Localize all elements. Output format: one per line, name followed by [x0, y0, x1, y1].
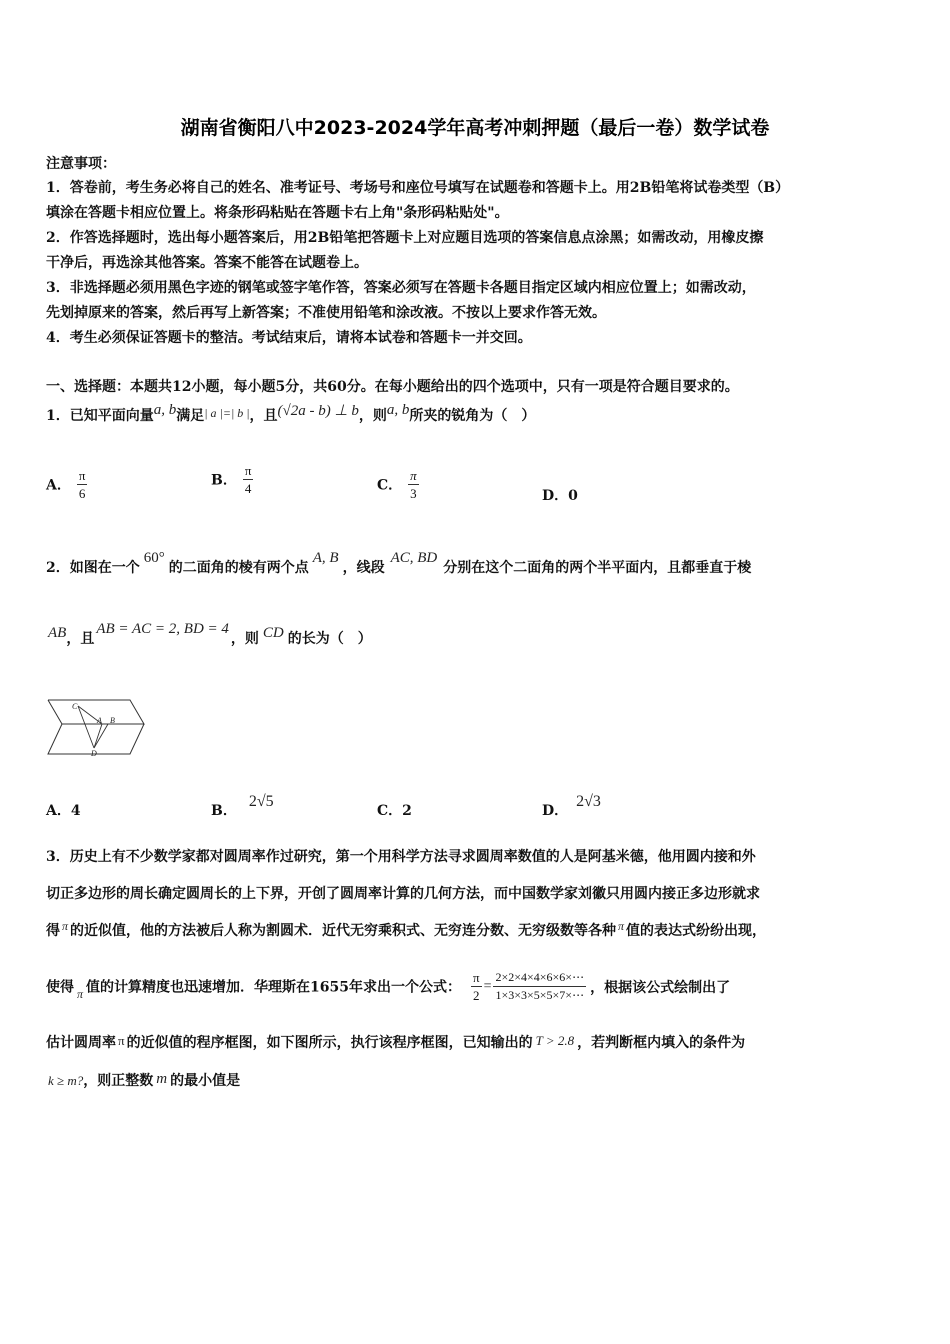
section-heading: 一、选择题：本题共12小题，每小题5分，共60分。在每小题给出的四个选项中，只有一项是符合题目要求的。 — [46, 379, 739, 395]
math-answer: 2√3 — [576, 793, 601, 810]
math-lengths: AB = AC = 2, BD = 4 — [96, 621, 229, 637]
fraction-wallis: $\frac{2\times 2\times 4\times 4\times 6\times 6\times\cdots}{1\times 3\times 3\times 5\times 5\times 7\times\cdots}$ — [495, 970, 585, 1002]
label-c: C — [72, 702, 78, 711]
question-3-line: 得 π 的近似值，他的方法被后人称为割圆术．近代无穷乘积式、无穷连分数、无穷级数等各种 π 值的表达式纷纷出现， — [46, 919, 767, 939]
math-vectors: a, b — [386, 402, 410, 418]
option-a[interactable]: A．4 — [46, 803, 81, 819]
math-equal-norms: | a |=| b | — [204, 406, 250, 420]
question-3-formula-line: 使得 π 值的计算精度也迅速增加．华理斯在1655年求出一个公式： $\frac{\pi}{2}$ = $\frac{2\times 2\times 4\times 4\times 6\times 6\times\cdots}{1\times 3\times 3\times 5\times 5\times 7\times\cdots}$ ，根据该公式绘制出了 — [46, 970, 731, 1003]
notice-line: 干净后，再选涂其他答案。答案不能答在试题卷上。 — [46, 255, 368, 271]
math-pi: π — [62, 919, 69, 933]
math-answer: 2√5 — [248, 793, 274, 810]
fraction: $\frac{\pi}{6}$ — [78, 468, 86, 501]
math-pi: π — [77, 987, 84, 1001]
label-a: A — [97, 716, 102, 725]
math-points: A, B — [312, 550, 339, 566]
math-pi: π — [118, 1033, 125, 1048]
math-edge: AB — [48, 625, 67, 641]
dihedral-planes — [48, 700, 144, 754]
fraction: $\frac{\pi}{4}$ — [244, 463, 252, 496]
option-d[interactable]: D．2√3 — [542, 793, 601, 819]
label-d: D — [91, 749, 97, 758]
label-b: B — [110, 716, 115, 725]
dihedral-figure — [44, 696, 150, 758]
notice-line: 先划掉原来的答案，然后再写上新答案；不准使用铅笔和涂改液。不按以上要求作答无效。 — [46, 305, 606, 321]
question-2-line-1: 2．如图在一个60°的二面角的棱有两个点A, B，线段AC, BD分别在这个二面角的两个半平面内，且都垂直于棱 — [46, 550, 752, 576]
math-condition: k ≥ m? — [48, 1073, 84, 1088]
math-pi: π — [618, 919, 625, 933]
fraction-pi-half: $\frac{\pi}{2}$ — [472, 970, 480, 1003]
question-2-line-2: AB，且AB = AC = 2, BD = 4，则 CD 的长为（ ） — [48, 621, 372, 647]
math-perpendicular: (√2a - b) ⊥ b — [277, 403, 359, 419]
notice-line: 1．答卷前，考生务必将自己的姓名、准考证号、考场号和座位号填写在试题卷和答题卡上。用2B铅笔将试卷类型（B） — [46, 180, 790, 196]
notice-line: 2．作答选择题时，选出每小题答案后，用2B铅笔把答题卡上对应题目选项的答案信息点涂黑；如需改动，用橡皮擦 — [46, 230, 764, 246]
question-3-line: 3．历史上有不少数学家都对圆周率作过研究，第一个用科学方法寻求圆周率数值的人是阿基米德，他用圆内接和外 — [46, 849, 756, 865]
dihedral-segments — [78, 706, 108, 748]
option-d[interactable]: D．0 — [542, 488, 578, 504]
math-vectors: a, b — [153, 402, 177, 418]
fraction: $\frac{\pi}{3}$ — [410, 468, 417, 501]
option-b[interactable]: B．2√5 — [211, 793, 274, 819]
question-3-line: 估计圆周率 π 的近似值的程序框图，如下图所示，执行该程序框图，已知输出的 T > 2.8 ，若判断框内填入的条件为 — [46, 1033, 746, 1051]
math-m: m — [156, 1071, 168, 1087]
question-3-line: 切正多边形的周长确定圆周长的上下界，开创了圆周率计算的几何方法，而中国数学家刘徽只用圆内接正多边形就求 — [46, 886, 760, 902]
notice-line: 4．考生必须保证答题卡的整洁。考试结束后，请将本试卷和答题卡一并交回。 — [46, 330, 532, 346]
notice-line: 填涂在答题卡相应位置上。将条形码粘贴在答题卡右上角"条形码粘贴处"。 — [46, 205, 509, 221]
math-segments: AC, BD — [390, 550, 438, 566]
question-1: 1．已知平面向量a, b满足| a |=| b |，且(√2a - b) ⊥ b，则a, b所夹的锐角为（ ） — [46, 402, 536, 424]
math-condition: T > 2.8 — [535, 1033, 575, 1048]
notice-line: 3．非选择题必须用黑色字迹的钢笔或签字笔作答，答案必须写在答题卡各题目指定区域内相应位置上；如需改动， — [46, 280, 756, 296]
math-cd: CD — [262, 625, 284, 641]
option-c[interactable]: C．2 — [377, 803, 412, 819]
option-b[interactable]: B． $\frac{\pi}{4}$ — [211, 463, 252, 496]
option-a[interactable]: A． $\frac{\pi}{6}$ — [46, 468, 86, 501]
notice-heading: 注意事项： — [46, 156, 116, 172]
option-c[interactable]: C． $\frac{\pi}{3}$ — [377, 468, 417, 501]
math-angle: 60° — [143, 550, 165, 566]
question-3-line: k ≥ m?，则正整数 m 的最小值是 — [48, 1071, 241, 1089]
page-title: 湖南省衡阳八中2023-2024学年高考冲刺押题（最后一卷）数学试卷 — [180, 117, 770, 139]
